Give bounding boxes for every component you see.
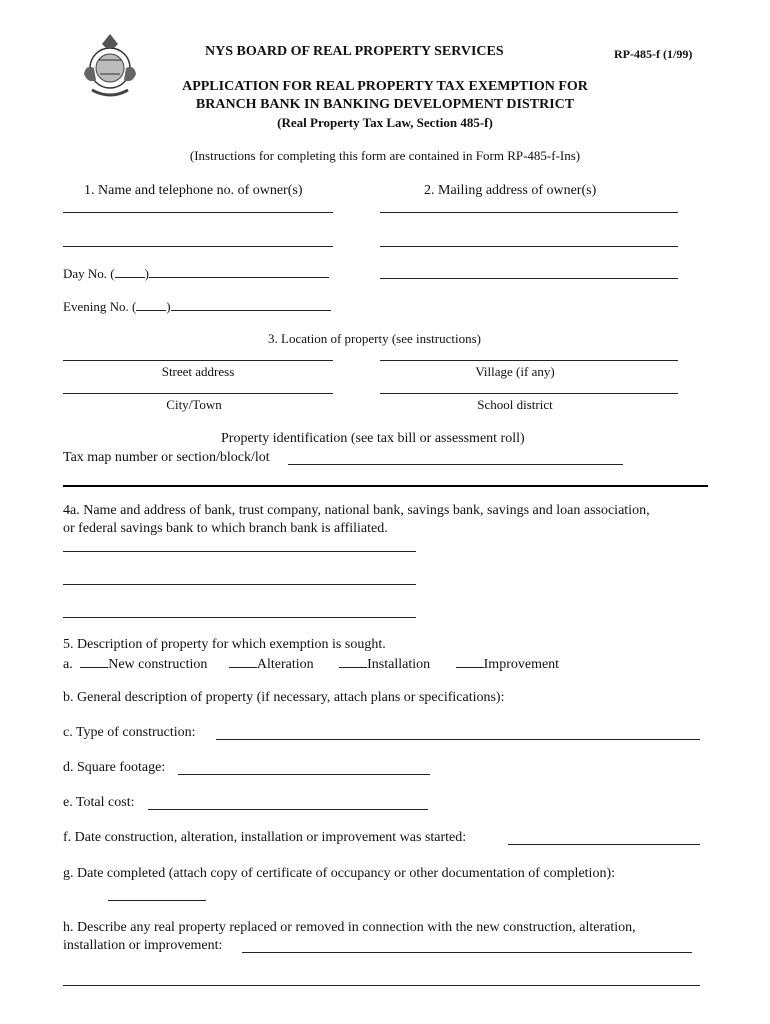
date-completed-field[interactable]	[108, 900, 206, 901]
bank-label-line2: or federal savings bank to which branch bank is affiliated.	[63, 521, 388, 536]
improvement-label: Improvement	[483, 657, 560, 672]
total-cost-label: e. Total cost:	[63, 795, 135, 810]
replaced-property-field-2[interactable]	[63, 985, 700, 986]
replaced-property-field-1[interactable]	[242, 952, 692, 953]
date-started-label: f. Date construction, alteration, installation or improvement was started:	[63, 830, 467, 845]
installation-check[interactable]	[339, 655, 367, 668]
mailing-address-field-2[interactable]	[380, 246, 678, 247]
agency-name: NYS BOARD OF REAL PROPERTY SERVICES	[205, 44, 504, 59]
evening-phone-field[interactable]	[171, 298, 331, 311]
day-phone-row: Day No. ( )	[63, 265, 329, 282]
bank-field-2[interactable]	[63, 584, 416, 585]
tax-map-label: Tax map number or section/block/lot	[63, 450, 270, 465]
general-description-label: b. General description of property (if necessary, attach plans or specifications):	[63, 690, 505, 705]
mailing-address-field-1[interactable]	[380, 212, 678, 213]
village-field[interactable]	[380, 360, 678, 361]
square-footage-field[interactable]	[178, 774, 430, 775]
bank-label-line1: 4a. Name and address of bank, trust company, national bank, savings bank, savings and loan association,	[63, 503, 650, 518]
new-construction-check[interactable]	[80, 655, 108, 668]
property-id-label: Property identification (see tax bill or assessment roll)	[221, 431, 525, 446]
bank-field-3[interactable]	[63, 617, 416, 618]
alteration-label: Alteration	[256, 657, 314, 672]
school-district-field[interactable]	[380, 393, 678, 394]
replaced-property-label-line2: installation or improvement:	[63, 938, 223, 953]
location-label: 3. Location of property (see instructions)	[268, 331, 481, 346]
total-cost-field[interactable]	[148, 809, 428, 810]
construction-type-label: c. Type of construction:	[63, 725, 196, 740]
description-label: 5. Description of property for which exemption is sought.	[63, 637, 386, 652]
day-phone-field[interactable]	[149, 265, 329, 278]
alteration-check[interactable]	[229, 655, 257, 668]
bank-field-1[interactable]	[63, 551, 416, 552]
evening-area-code-field[interactable]	[136, 298, 166, 311]
improvement-check[interactable]	[456, 655, 484, 668]
owner-name-field-1[interactable]	[63, 212, 333, 213]
evening-phone-label: Evening No. (	[63, 299, 137, 314]
square-footage-label: d. Square footage:	[63, 760, 166, 775]
date-completed-label: g. Date completed (attach copy of certificate of occupancy or other documentation of completion):	[63, 866, 615, 881]
city-town-caption: City/Town	[166, 397, 222, 412]
form-subtitle: (Real Property Tax Law, Section 485-f)	[277, 115, 493, 130]
tax-map-field[interactable]	[288, 464, 623, 465]
school-district-caption: School district	[477, 397, 553, 412]
replaced-property-label-line1: h. Describe any real property replaced or removed in connection with the new construction, alteration,	[63, 920, 636, 935]
street-address-caption: Street address	[161, 364, 235, 379]
city-town-field[interactable]	[63, 393, 333, 394]
type-options-row: a. New construction Alteration Installation Improvement	[63, 657, 560, 672]
date-started-field[interactable]	[508, 844, 700, 845]
owner-name-label: 1. Name and telephone no. of owner(s)	[84, 183, 303, 198]
construction-type-field[interactable]	[216, 739, 700, 740]
day-phone-label: Day No. (	[63, 266, 115, 281]
owner-name-field-2[interactable]	[63, 246, 333, 247]
day-area-code-field[interactable]	[115, 265, 145, 278]
form-code: RP-485-f (1/99)	[614, 47, 693, 61]
form-title-line2: BRANCH BANK IN BANKING DEVELOPMENT DISTRICT	[195, 97, 575, 112]
mailing-address-label: 2. Mailing address of owner(s)	[424, 183, 597, 198]
evening-phone-row: Evening No. ( )	[63, 298, 331, 315]
form-title-line1: APPLICATION FOR REAL PROPERTY TAX EXEMPTION FOR	[182, 79, 588, 94]
installation-label: Installation	[367, 657, 431, 672]
section-divider	[63, 485, 708, 487]
street-address-field[interactable]	[63, 360, 333, 361]
instructions-note: (Instructions for completing this form are contained in Form RP-485-f-Ins)	[189, 148, 581, 163]
village-caption: Village (if any)	[475, 364, 555, 379]
mailing-address-field-3[interactable]	[380, 278, 678, 279]
new-construction-label: New construction	[108, 657, 208, 672]
